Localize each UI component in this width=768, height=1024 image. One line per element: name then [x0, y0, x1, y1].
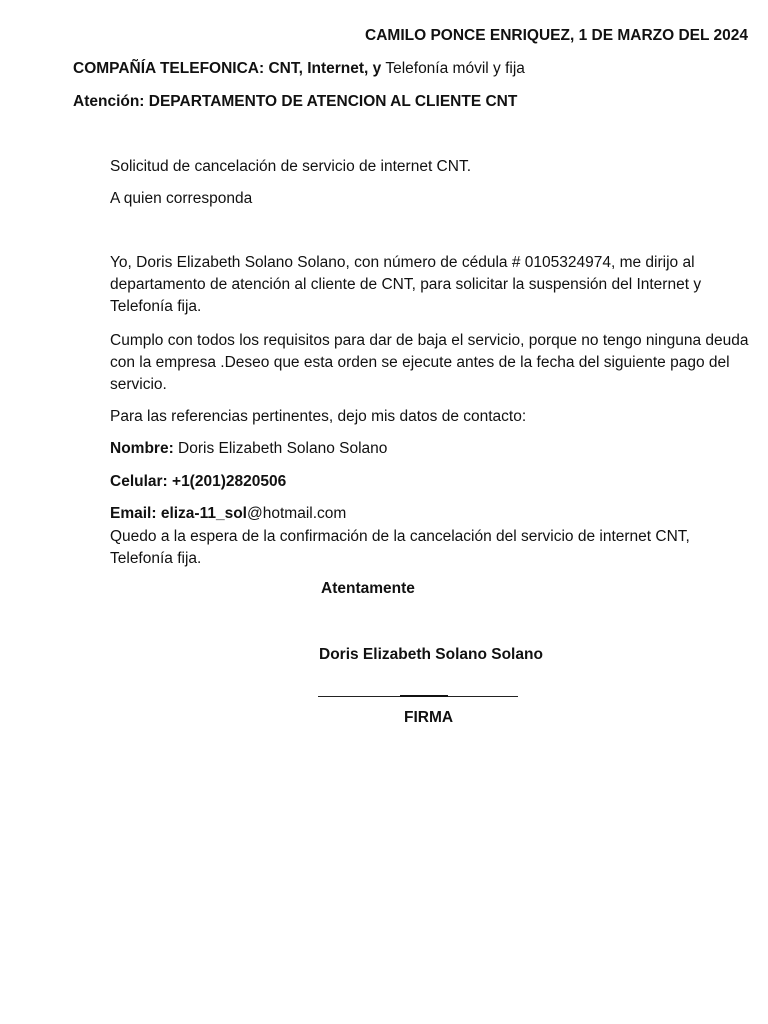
company-services: Telefonía móvil y fija — [381, 60, 525, 77]
greeting-line: A quien corresponda — [110, 190, 253, 207]
signer-name: Doris Elizabeth Solano Solano — [319, 646, 543, 663]
subject-line: Solicitud de cancelación de servicio de internet CNT. — [110, 158, 471, 175]
company-label: COMPAÑÍA TELEFONICA: CNT, Internet, y — [73, 60, 382, 77]
contact-email — [110, 503, 750, 525]
company-line — [73, 60, 525, 78]
attention-line: Atención: DEPARTAMENTO DE ATENCION AL CLIENTE CNT — [73, 93, 518, 110]
contact-email-label: Email: eliza-11_sol — [110, 505, 247, 522]
references-line: Para las referencias pertinentes, dejo mis datos de contacto: — [110, 408, 527, 425]
contact-name — [110, 438, 750, 460]
contact-email-value: @hotmail.com — [247, 505, 347, 522]
requirements-paragraph: Cumplo con todos los requisitos para dar de baja el servicio, porque no tengo ninguna deuda con la empresa .Deseo que esta orden se ejecute antes de la fecha del siguiente pago del servicio. — [110, 332, 749, 393]
sign-off: Atentamente — [321, 580, 415, 597]
intro-paragraph: Yo, Doris Elizabeth Solano Solano, con número de cédula # 0105324974, me dirijo al departamento de atención al cliente de CNT, para solicitar la suspensión del Internet y Telefonía fija. — [110, 254, 702, 315]
closing-paragraph: Quedo a la espera de la confirmación de la cancelación del servicio de internet CNT, Telefonía fija. — [110, 528, 690, 567]
contact-name-value: Doris Elizabeth Solano Solano — [173, 440, 388, 457]
signature-stroke — [400, 695, 448, 697]
date-line: CAMILO PONCE ENRIQUEZ, 1 DE MARZO DEL 2024 — [365, 27, 748, 44]
contact-phone: Celular: +1(201)2820506 — [110, 473, 287, 490]
signature-label: FIRMA — [404, 709, 454, 726]
contact-name-label: Nombre: — [110, 440, 174, 457]
